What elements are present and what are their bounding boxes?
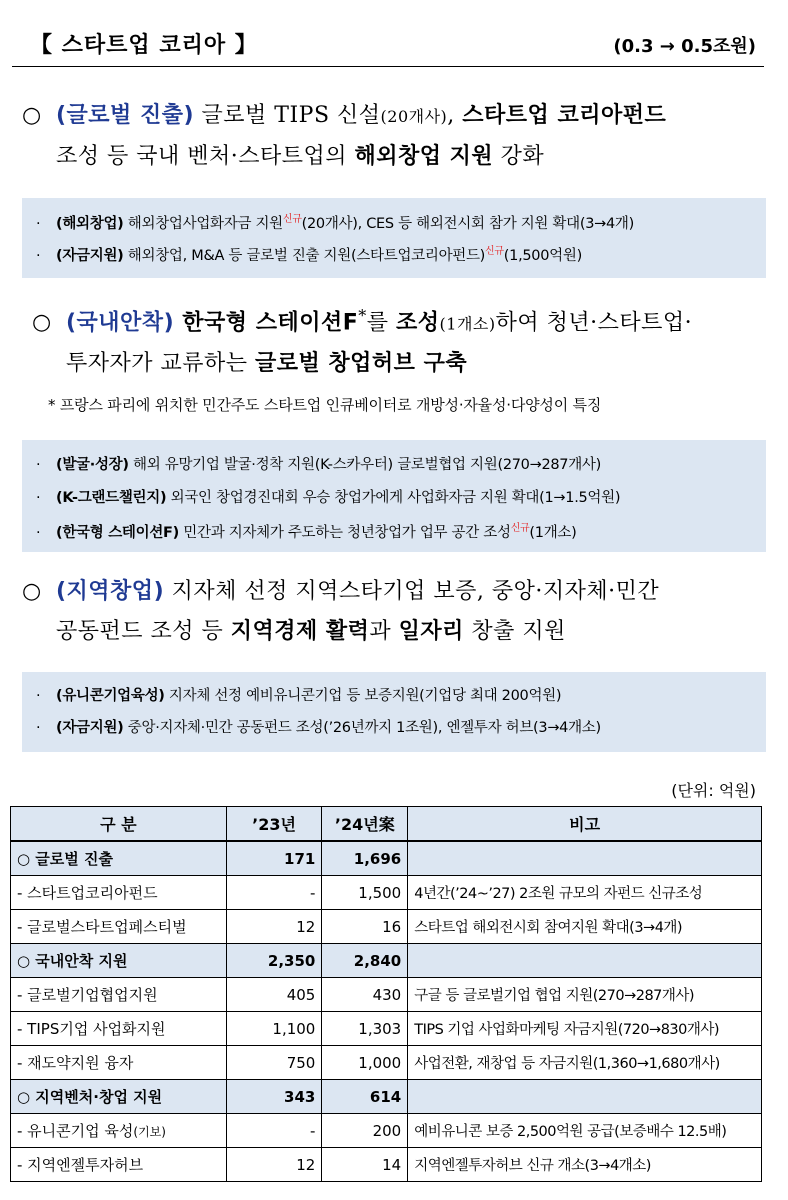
section-global — [22, 96, 772, 177]
value-2024: 614 — [322, 1080, 408, 1114]
text: 를 — [366, 310, 396, 336]
text: 스타트업 코리아펀드 — [462, 103, 667, 128]
table-group-row — [11, 1080, 762, 1114]
footnote-mark: * — [358, 306, 367, 325]
new-badge: 신규 — [485, 246, 504, 257]
dot-bullet: · — [36, 720, 41, 736]
text: 일자리 — [398, 619, 464, 644]
row-name: ○ 글로벌 진출 — [11, 841, 227, 876]
value-2024: 2,840 — [322, 944, 408, 978]
value-2024: 14 — [322, 1148, 408, 1182]
dot-bullet: · — [36, 457, 41, 473]
text: 조성 — [396, 310, 440, 336]
text: (20개사) — [380, 107, 448, 126]
text: 글로벌 창업허브 구축 — [255, 351, 468, 377]
list-item — [36, 519, 576, 542]
remark: 예비유니콘 보증 2,500억원 공급(보증배수 12.5배) — [408, 1114, 762, 1148]
row-name: ○ 지역벤처·창업 지원 — [11, 1080, 227, 1114]
budget-table — [10, 806, 762, 1182]
header-bar — [12, 22, 764, 67]
detail-box-global — [22, 198, 766, 278]
section-domestic — [32, 296, 772, 384]
value-2024: 200 — [322, 1114, 408, 1148]
category-label: (글로벌 진출) — [56, 103, 195, 128]
item-text: 외국인 창업경진대회 우승 창업가에게 사업화자금 지원 확대(1→1.5억원) — [166, 490, 621, 506]
table-row — [11, 910, 762, 944]
item-text: 해외 유망기업 발굴·정착 지원(K-스카우터) 글로벌협업 지원(270→287개사) — [128, 457, 601, 473]
budget-range: (0.3 → 0.5조원) — [613, 36, 756, 57]
value-2024: 16 — [322, 910, 408, 944]
value-2023: - — [226, 876, 322, 910]
text: 과 — [369, 619, 399, 644]
new-badge: 신규 — [510, 523, 530, 534]
list-item — [36, 242, 582, 265]
remark — [408, 841, 762, 876]
value-2024: 1,000 — [322, 1046, 408, 1080]
item-text: 중앙·지자체·민간 공동펀드 조성(’26년까지 1조원), 엔젤투자 허브(3→4개소) — [123, 720, 601, 736]
table-row — [11, 1046, 762, 1080]
remark — [408, 944, 762, 978]
col-header-2024: ’24년案 — [322, 807, 408, 842]
text: 지역경제 활력 — [230, 619, 370, 644]
page-title: 【 스타트업 코리아 】 — [30, 33, 258, 58]
item-label: (해외창업) — [56, 215, 124, 232]
text: 하여 청년·스타트업· — [495, 310, 693, 336]
table-row — [11, 876, 762, 910]
col-header-remark: 비고 — [408, 807, 762, 842]
detail-box-regional — [22, 672, 766, 752]
row-name: - 글로벌스타트업페스티벌 — [11, 910, 227, 944]
row-name — [11, 1114, 227, 1148]
col-header-category: 구 분 — [11, 807, 227, 842]
unit-label: (단위: 억원) — [671, 781, 756, 800]
text: 해외창업 지원 — [354, 144, 494, 169]
remark: 스타트업 해외전시회 참여지원 확대(3→4개) — [408, 910, 762, 944]
remark: 4년간(’24~’27) 2조원 규모의 자펀드 신규조성 — [408, 876, 762, 910]
value-2023: 750 — [226, 1046, 322, 1080]
value-2024: 1,696 — [322, 841, 408, 876]
value-2024: 1,303 — [322, 1012, 408, 1046]
footnote: * 프랑스 파리에 위치한 민간주도 스타트업 인큐베이터로 개방성·자율성·다양성이 특징 — [48, 396, 602, 414]
row-name: - 스타트업코리아펀드 — [11, 876, 227, 910]
row-name: - 재도약지원 융자 — [11, 1046, 227, 1080]
row-name: - 글로벌기업협업지원 — [11, 978, 227, 1012]
row-name: - TIPS기업 사업화지원 — [11, 1012, 227, 1046]
item-text: 해외창업, M&A 등 글로벌 진출 지원(스타트업코리아펀드) — [123, 247, 486, 264]
text: 글로벌 TIPS 신설 — [194, 103, 381, 128]
section-regional — [22, 572, 772, 652]
table-group-row — [11, 841, 762, 876]
text: 지자체 선정 지역스타기업 보증, 중앙·지자체·민간 — [164, 579, 660, 604]
dot-bullet: · — [36, 524, 41, 541]
remark: 지역엔젤투자허브 신규 개소(3→4개소) — [408, 1148, 762, 1182]
row-name-text: - 유니콘기업 육성 — [17, 1122, 134, 1140]
item-label: (한국형 스테이션F) — [56, 524, 179, 541]
item-text: (1,500억원) — [503, 247, 582, 264]
dot-bullet: · — [36, 215, 41, 232]
col-header-2023: ’23년 — [226, 807, 322, 842]
item-text: (1개소) — [529, 524, 577, 541]
remark: TIPS 기업 사업화마케팅 자금지원(720→830개사) — [408, 1012, 762, 1046]
item-text: 지자체 선정 예비유니콘기업 등 보증지원(기업당 최대 200억원) — [164, 688, 562, 704]
text: 조성 등 국내 벤처·스타트업의 — [56, 144, 355, 169]
circle-bullet: ○ — [22, 103, 42, 128]
list-item — [36, 210, 634, 233]
value-2023: 12 — [226, 910, 322, 944]
value-2023: 1,100 — [226, 1012, 322, 1046]
value-2023: 2,350 — [226, 944, 322, 978]
value-2024: 430 — [322, 978, 408, 1012]
remark — [408, 1080, 762, 1114]
circle-bullet: ○ — [32, 310, 52, 336]
row-name: ○ 국내안착 지원 — [11, 944, 227, 978]
text: 투자자가 교류하는 — [66, 351, 256, 377]
value-2023: - — [226, 1114, 322, 1148]
item-label: (자금지원) — [56, 247, 124, 264]
value-2023: 343 — [226, 1080, 322, 1114]
table-row — [11, 1012, 762, 1046]
text: 한국형 스테이션F — [174, 310, 359, 336]
dot-bullet: · — [36, 247, 41, 264]
item-label: (자금지원) — [56, 720, 124, 736]
category-label: (국내안착) — [66, 310, 175, 336]
detail-box-domestic — [22, 440, 766, 552]
table-header-row — [11, 807, 762, 842]
text: (1개소) — [439, 314, 496, 334]
text: , — [447, 103, 463, 128]
value-2023: 405 — [226, 978, 322, 1012]
item-label: (K-그랜드챌린지) — [56, 490, 167, 506]
row-name-suffix: (기보) — [133, 1125, 166, 1139]
dot-bullet: · — [36, 490, 41, 506]
list-item — [36, 453, 601, 474]
value-2023: 12 — [226, 1148, 322, 1182]
remark: 사업전환, 재창업 등 자금지원(1,360→1,680개사) — [408, 1046, 762, 1080]
item-text: (20개사), CES 등 해외전시회 참가 지원 확대(3→4개) — [301, 215, 634, 232]
value-2023: 171 — [226, 841, 322, 876]
list-item — [36, 684, 561, 705]
category-label: (지역창업) — [56, 579, 165, 604]
dot-bullet: · — [36, 688, 41, 704]
table-row — [11, 1148, 762, 1182]
list-item — [36, 486, 620, 507]
text: 강화 — [493, 144, 545, 169]
remark: 구글 등 글로벌기업 협업 지원(270→287개사) — [408, 978, 762, 1012]
table-row — [11, 1114, 762, 1148]
table-group-row — [11, 944, 762, 978]
text: 공동펀드 조성 등 — [56, 619, 231, 644]
new-badge: 신규 — [282, 214, 302, 225]
item-text: 민간과 지자체가 주도하는 청년창업가 업무 공간 조성 — [178, 524, 511, 541]
row-name: - 지역엔젤투자허브 — [11, 1148, 227, 1182]
value-2024: 1,500 — [322, 876, 408, 910]
list-item — [36, 716, 601, 737]
circle-bullet: ○ — [22, 579, 42, 604]
item-label: (발굴·성장) — [56, 457, 129, 473]
item-label: (유니콘기업육성) — [56, 688, 165, 704]
item-text: 해외창업사업화자금 지원 — [123, 215, 283, 232]
table-row — [11, 978, 762, 1012]
text: 창출 지원 — [463, 619, 566, 644]
